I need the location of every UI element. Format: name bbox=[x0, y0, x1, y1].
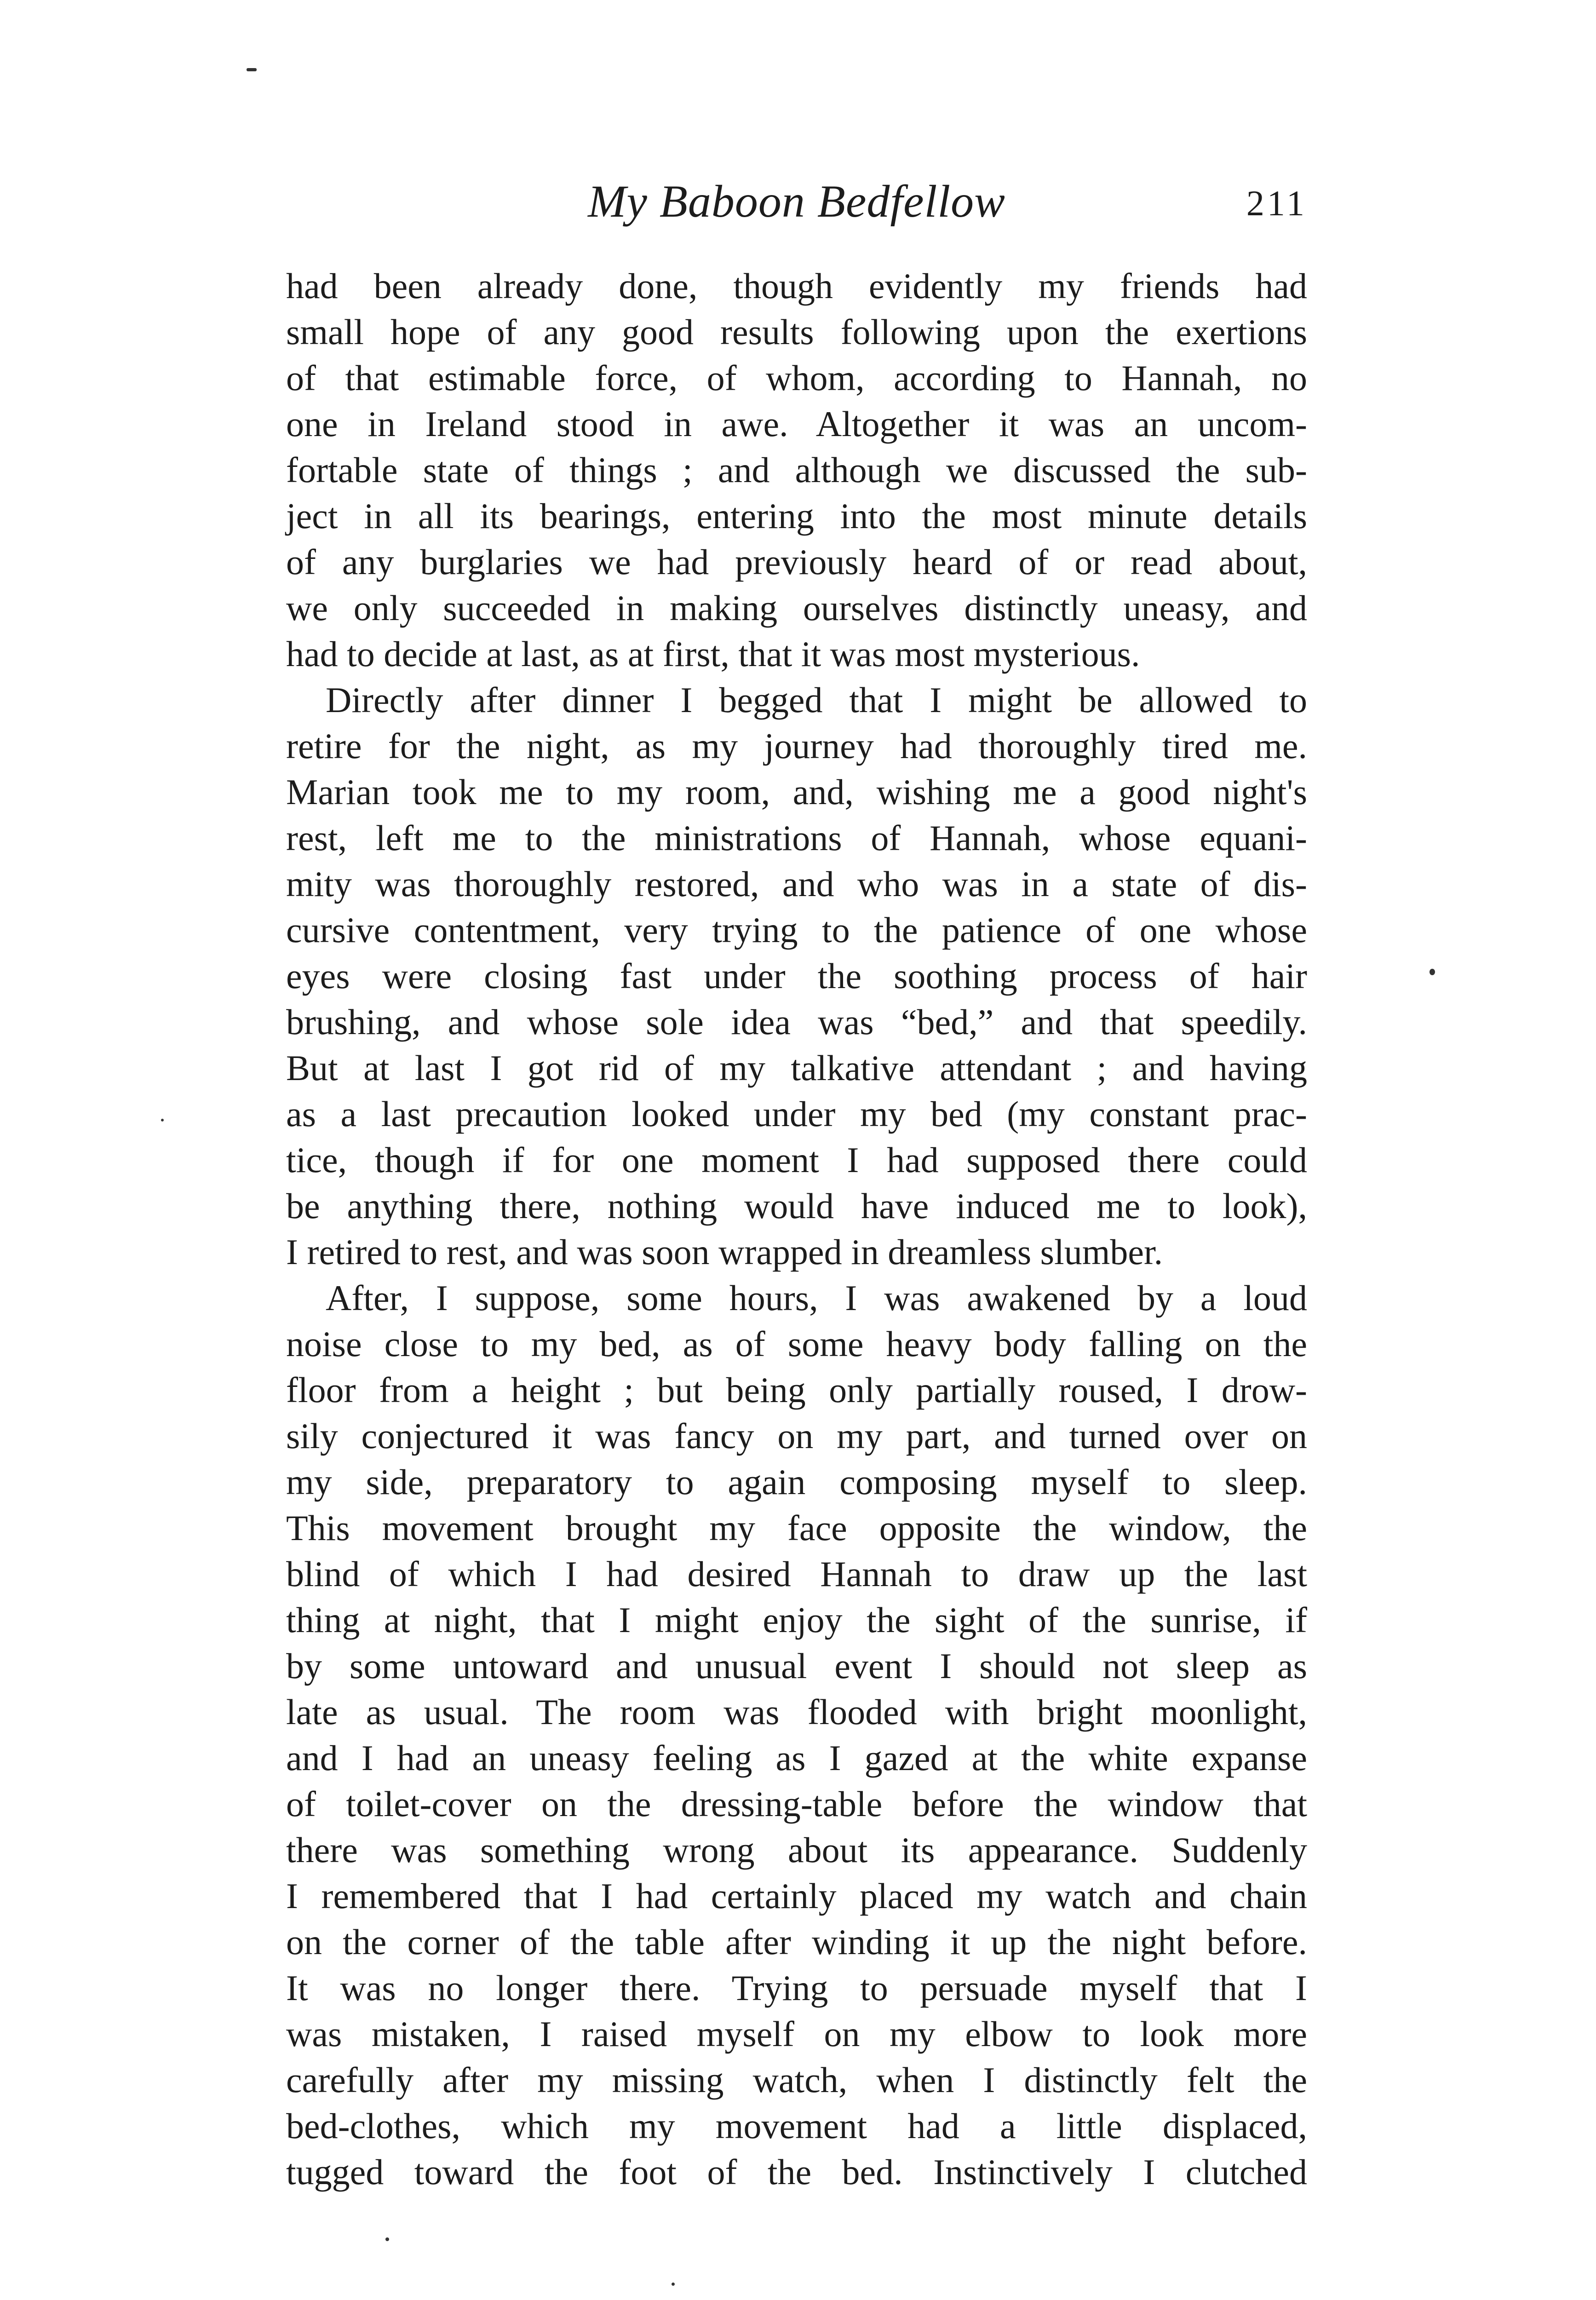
text-line: It was no longer there. Trying to persuade myself that I bbox=[286, 1968, 1307, 2008]
scan-speck bbox=[385, 2237, 389, 2241]
text-line: cursive contentment, very trying to the patience of one whose bbox=[286, 910, 1307, 950]
text-line: thing at night, that I might enjoy the sight of the sunrise, if bbox=[286, 1600, 1307, 1640]
text-line: of toilet-cover on the dressing-table before the window that bbox=[286, 1784, 1307, 1824]
text-line: one in Ireland stood in awe. Altogether it was an uncom- bbox=[286, 404, 1307, 444]
scan-speck bbox=[1430, 969, 1435, 975]
text-line: Marian took me to my room, and, wishing me a good night's bbox=[286, 772, 1307, 812]
text-line: tice, though if for one moment I had supposed there could bbox=[286, 1140, 1307, 1180]
text-line: But at last I got rid of my talkative attendant ; and having bbox=[286, 1048, 1307, 1088]
text-line: small hope of any good results following upon the exertions bbox=[286, 312, 1307, 352]
text-line: ject in all its bearings, entering into the most minute details bbox=[286, 496, 1307, 536]
text-line: I retired to rest, and was soon wrapped in dreamless slumber. bbox=[286, 1232, 1163, 1272]
text-line: I remembered that I had certainly placed my watch and chain bbox=[286, 1876, 1307, 1916]
text-line: as a last precaution looked under my bed (my constant prac- bbox=[286, 1094, 1307, 1134]
text-line: and I had an uneasy feeling as I gazed at the white expanse bbox=[286, 1738, 1307, 1778]
text-line: had to decide at last, as at first, that it was most mysterious. bbox=[286, 634, 1140, 674]
text-line: carefully after my missing watch, when I distinctly felt the bbox=[286, 2060, 1307, 2100]
page-number: 211 bbox=[1246, 183, 1307, 223]
paragraph-start-line: After, I suppose, some hours, I was awakened by a loud bbox=[326, 1278, 1307, 1318]
text-line: noise close to my bed, as of some heavy body falling on the bbox=[286, 1324, 1307, 1364]
running-title: My Baboon Bedfellow bbox=[588, 176, 1005, 227]
text-line: bed-clothes, which my movement had a little displaced, bbox=[286, 2106, 1307, 2146]
text-line: by some untoward and unusual event I should not sleep as bbox=[286, 1646, 1307, 1686]
text-line: sily conjectured it was fancy on my part, and turned over on bbox=[286, 1416, 1307, 1456]
text-line: we only succeeded in making ourselves distinctly uneasy, and bbox=[286, 588, 1307, 628]
text-line: tugged toward the foot of the bed. Instinctively I clutched bbox=[286, 2152, 1307, 2192]
text-line: was mistaken, I raised myself on my elbow to look more bbox=[286, 2014, 1307, 2054]
page-header bbox=[286, 174, 1307, 229]
text-line: be anything there, nothing would have induced me to look), bbox=[286, 1186, 1307, 1226]
text-line: late as usual. The room was flooded with bright moonlight, bbox=[286, 1692, 1307, 1732]
scan-speck bbox=[247, 68, 257, 71]
text-line: of that estimable force, of whom, according to Hannah, no bbox=[286, 358, 1307, 398]
text-line: there was something wrong about its appearance. Suddenly bbox=[286, 1830, 1307, 1870]
text-line: had been already done, though evidently my friends had bbox=[286, 266, 1307, 306]
text-line: floor from a height ; but being only partially roused, I drow- bbox=[286, 1370, 1307, 1410]
text-line: This movement brought my face opposite the window, the bbox=[286, 1508, 1307, 1548]
text-line: of any burglaries we had previously heard of or read about, bbox=[286, 542, 1307, 582]
text-line: eyes were closing fast under the soothing process of hair bbox=[286, 956, 1307, 996]
text-line: on the corner of the table after winding it up the night before. bbox=[286, 1922, 1307, 1962]
text-line: fortable state of things ; and although we discussed the sub- bbox=[286, 450, 1307, 490]
paragraph-start-line: Directly after dinner I begged that I might be allowed to bbox=[326, 680, 1307, 720]
text-line: rest, left me to the ministrations of Hannah, whose equani- bbox=[286, 818, 1307, 858]
body-text bbox=[286, 263, 1307, 2195]
text-line: mity was thoroughly restored, and who was in a state of dis- bbox=[286, 864, 1307, 904]
text-line: retire for the night, as my journey had thoroughly tired me. bbox=[286, 726, 1307, 766]
scan-speck bbox=[161, 1119, 164, 1121]
text-line: brushing, and whose sole idea was “bed,” and that speedily. bbox=[286, 1002, 1307, 1042]
scan-speck bbox=[672, 2283, 675, 2286]
text-line: my side, preparatory to again composing myself to sleep. bbox=[286, 1462, 1307, 1502]
text-line: blind of which I had desired Hannah to draw up the last bbox=[286, 1554, 1307, 1594]
